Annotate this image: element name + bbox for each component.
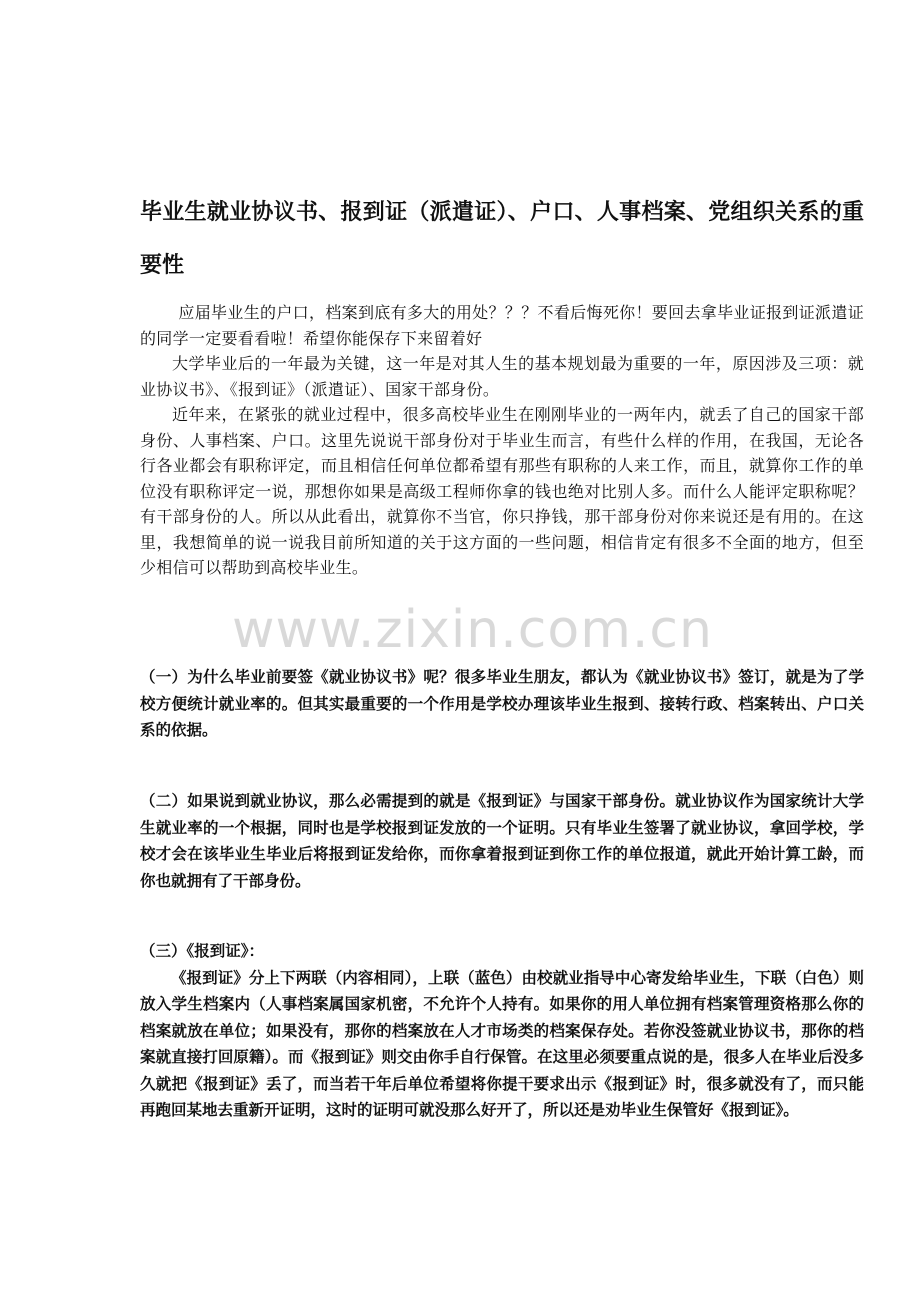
section-3-paragraph: 《报到证》分上下两联（内容相同），上联（蓝色）由校就业指导中心寄发给毕业生，下联（白色）则放入学生档案内（人事档案属国家机密，不允许个人持有。如果你的用人单位拥有档案管理资格那么你的档案就放在单位；如果没有，那你的档案放在人才市场类的档案保存处。若你没签就业协议书，那你的档案就直接打回原籍）。而《报到证》则交由你手自行保管。在这里必须要重点说的是，很多人在毕业后没多久就把《报到证》丢了，而当若干年后单位希望将你提干要求出示《报到证》时，很多就没有了，而只能再跑回某地去重新开证明，这时的证明可就没那么好开了，所以还是劝毕业生保管好《报到证》。 [140, 968, 864, 1119]
intro-paragraph-1: 应届毕业生的户口，档案到底有多大的用处？？？不看后悔死你！要回去拿毕业证报到证派遣证的同学一定要看看啦！希望你能保存下来留着好 [140, 303, 864, 348]
watermark-text: www.zixin.com.cn [232, 600, 713, 660]
section-3 [140, 938, 864, 1124]
intro-block [140, 300, 864, 581]
intro-paragraph-3: 近年来，在紧张的就业过程中，很多高校毕业生在刚刚毕业的一两年内，就丢了自己的国家干部身份、人事档案、户口。这里先说说干部身份对于毕业生而言，有些什么样的作用，在我国，无论各行各业都会有职称评定，而且相信任何单位都希望有那些有职称的人来工作，而且，就算你工作的单位没有职称评定一说，那想你如果是高级工程师你拿的钱也绝对比别人多。而什么人能评定职称呢？有干部身份的人。所以从此看出，就算你不当官，你只挣钱，那干部身份对你来说还是有用的。在这里，我想简单的说一说我目前所知道的关于这方面的一些问题，相信肯定有很多不全面的地方，但至少相信可以帮助到高校毕业生。 [140, 405, 864, 577]
document-title: 毕业生就业协议书、报到证（派遣证）、户口、人事档案、党组织关系的重要性 [140, 200, 864, 278]
section-1-paragraph: （一）为什么毕业前要签《就业协议书》呢？很多毕业生朋友，都认为《就业协议书》签订，就是为了学校方便统计就业率的。但其实最重要的一个作用是学校办理该毕业生报到、接转行政、档案转出、户口关系的依据。 [140, 668, 864, 739]
section-2-paragraph: （二）如果说到就业协议，那么必需提到的就是《报到证》与国家干部身份。就业协议作为国家统计大学生就业率的一个根据，同时也是学校报到证发放的一个证明。只有毕业生签署了就业协议，拿回学校，学校才会在该毕业生毕业后将报到证发给你，而你拿着报到证到你工作的单位报道，就此开始计算工龄，而你也就拥有了干部身份。 [140, 792, 864, 890]
section-3-heading: （三）《报到证》： [140, 942, 265, 960]
intro-paragraph-2: 大学毕业后的一年最为关键，这一年是对其人生的基本规划最为重要的一年，原因涉及三项：就业协议书》、《报到证》（派遣证）、国家干部身份。 [140, 354, 864, 399]
